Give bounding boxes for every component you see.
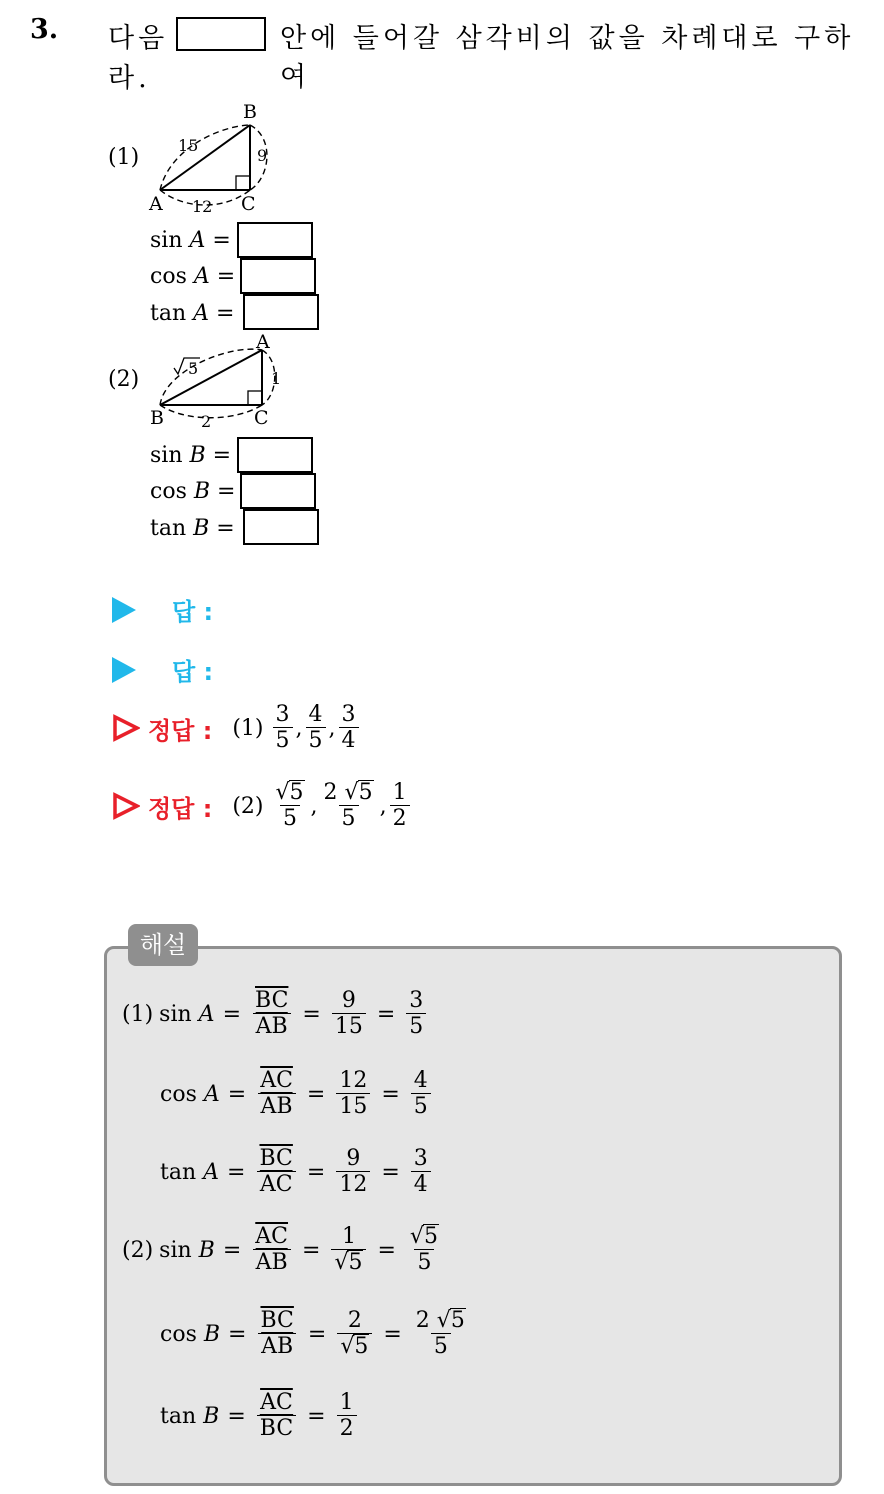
answer-row-1	[112, 592, 213, 627]
part2-tan-label: tan B =	[150, 516, 235, 541]
solution-sinA: (1) sin A = $\frac{\overline{BC}}{AB}$ = $\frac{9}{15}$ = $\frac{3}{5}$	[122, 988, 429, 1041]
correct-marker-icon	[112, 792, 140, 820]
part2-base-length: 2	[201, 412, 212, 430]
correct-answer-row-1	[112, 702, 362, 755]
part1-cos-label: cos A =	[150, 264, 236, 289]
part1-vertex-top: B	[243, 101, 257, 123]
part2-vertex-top: A	[256, 331, 270, 353]
question-text-start: 다음	[108, 23, 169, 54]
correct2-frac-3: $\frac{1}{2}$	[390, 780, 410, 833]
correct1-frac-3: $\frac{3}{4}$	[339, 702, 359, 755]
correct2-frac-2: $\frac{2 √5}{5}$	[323, 780, 373, 832]
correct1-values: $\frac{3}{5}$ , $\frac{4}{5}$ , $\frac{3}{4}$	[270, 702, 362, 755]
solution-tanA: tan A = $\frac{\overline{BC}}{AC}$ = $\frac{9}{12}$ = $\frac{3}{4}$	[160, 1146, 434, 1199]
part1-cos-blank	[240, 258, 316, 294]
answer-row-2	[112, 652, 213, 687]
correct2-frac-1: $\frac{√5}{5}$	[275, 780, 304, 832]
part2-vertical-length: 1	[271, 369, 282, 388]
solution-cosA: cos A = $\frac{\overline{AC}}{AB}$ = $\frac{12}{15}$ = $\frac{4}{5}$	[160, 1068, 434, 1121]
part2-right-angle-mark	[248, 391, 262, 405]
part1-tan-blank	[243, 294, 319, 330]
part1-sin-label: sin A =	[150, 228, 231, 253]
part1-base-length: 12	[192, 197, 213, 216]
part1-triangle-figure	[140, 98, 290, 220]
question-blank-box	[176, 17, 266, 51]
solution-sinB: (2) sin B = $\frac{\overline{AC}}{AB}$ = $\frac{1}{√5}$ = $\frac{√5}{5}$	[122, 1224, 438, 1276]
solution-tag: 해설	[128, 924, 198, 966]
part2-vertex-left: B	[150, 407, 164, 429]
part2-cos-blank	[240, 473, 316, 509]
solution-part1-label: (1)	[122, 1001, 154, 1027]
part2-cos-label: cos B =	[150, 479, 236, 504]
solution-part2-label: (2)	[122, 1237, 154, 1263]
answer-label-1: 답 :	[172, 598, 214, 626]
part2-label: (2)	[108, 367, 140, 392]
part1-vertical-length: 9	[257, 146, 268, 165]
correct-answer-row-2	[112, 780, 413, 833]
part2-vertex-right: C	[254, 407, 269, 429]
part1-vertex-left: A	[149, 193, 163, 215]
correct-marker-icon	[112, 714, 140, 742]
answer-marker-icon	[112, 657, 136, 683]
correct-label-1: 정답 :	[148, 716, 213, 745]
correct1-frac-2: $\frac{4}{5}$	[306, 702, 326, 755]
correct2-prefix: (2)	[232, 793, 264, 819]
part2-tan-blank	[243, 509, 319, 545]
part1-vertex-right: C	[241, 193, 256, 215]
correct2-values: $\frac{√5}{5}$ , $\frac{2 √5}{5}$ , $\frac{1}{2}$	[270, 780, 413, 833]
solution-tanB: tan B = $\frac{\overline{AC}}{BC}$ = $\frac{1}{2}$	[160, 1390, 360, 1443]
part2-hyp-radicand: 5	[188, 359, 199, 378]
part1-label: (1)	[108, 145, 140, 170]
part2-sin-label: sin B =	[150, 443, 232, 468]
part1-right-angle-mark	[236, 176, 250, 190]
correct1-prefix: (1)	[232, 715, 264, 741]
question-text-wrap: 라.	[108, 63, 151, 94]
question-number: 3.	[30, 14, 59, 45]
part2-sin-blank	[237, 437, 313, 473]
solution-cosB: cos B = $\frac{\overline{BC}}{AB}$ = $\frac{2}{√5}$ = $\frac{2 √5}{5}$	[160, 1308, 465, 1360]
part2-triangle-figure	[140, 330, 290, 430]
answer-marker-icon	[112, 597, 136, 623]
part1-hyp-length: 15	[178, 136, 199, 155]
correct1-frac-1: $\frac{3}{5}$	[273, 702, 293, 755]
answer-label-2: 답 :	[172, 658, 214, 686]
correct-label-2: 정답 :	[148, 794, 213, 823]
part1-tan-label: tan A =	[150, 301, 235, 326]
question-text-end: 안에 들어갈 삼각비의 값을 차례대로 구하여	[280, 23, 855, 93]
part1-sin-blank	[237, 222, 313, 258]
